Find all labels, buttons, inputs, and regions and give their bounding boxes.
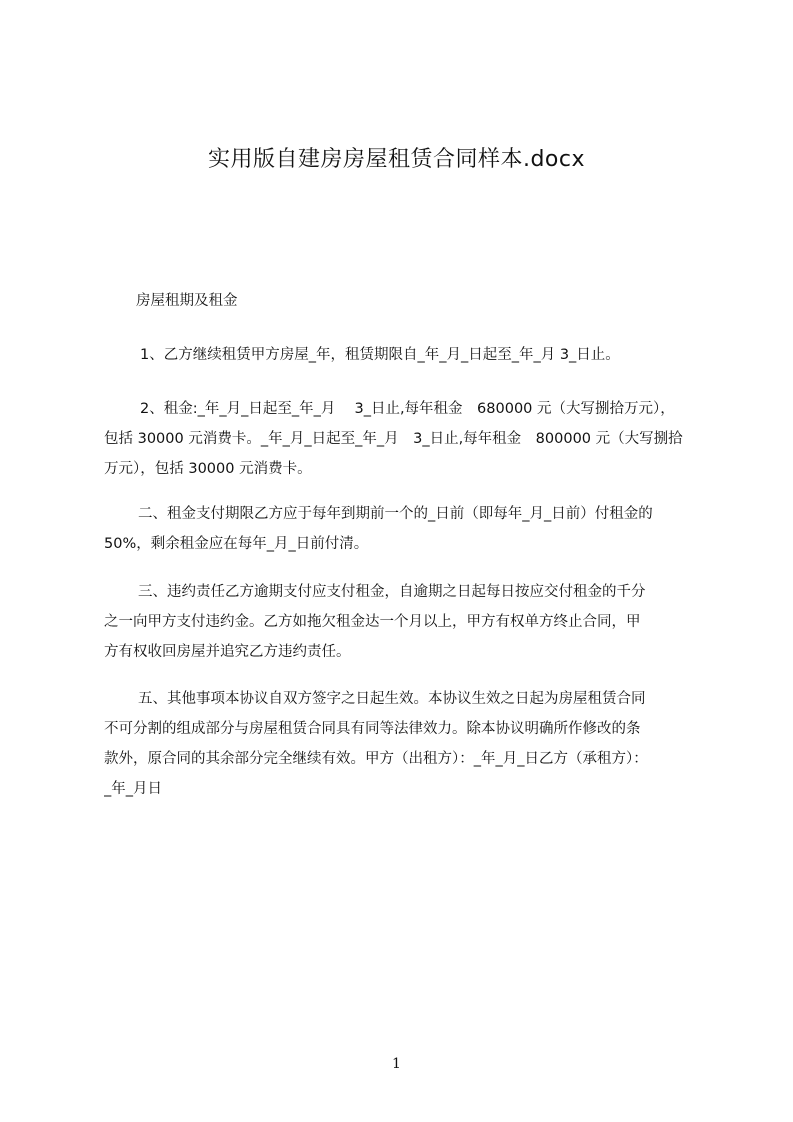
section-heading-text: 房屋租期及租金 (136, 293, 238, 309)
clause-breach-line-1: 三、违约责任乙方逾期支付应支付租金，自逾期之日起每日按应交付租金的千分 (138, 584, 646, 600)
page-number: 1 (392, 1056, 401, 1072)
clause-other-line-2: 不可分割的组成部分与房屋租赁合同具有同等法律效力。除本协议明确所作修改的条 (104, 721, 641, 737)
clause-other-line-1: 五、其他事项本协议自双方签字之日起生效。本协议生效之日起为房屋租赁合同 (138, 691, 646, 707)
clause-payment-paragraph (104, 499, 704, 559)
document-title: 实用版自建房房屋租赁合同样本.docx (207, 147, 586, 172)
clause-other-line-4: _年_月日 (104, 781, 162, 797)
clause-payment-line-2: 50%，剩余租金应在每年_月_日前付清。 (104, 536, 369, 552)
clause-breach-line-2: 之一向甲方支付违约金。乙方如拖欠租金达一个月以上，甲方有权单方终止合同，甲 (104, 614, 641, 630)
clause-1-paragraph (104, 340, 704, 370)
clause-2-line-1: 2、租金:_年_月_日起至_年_月 3_日止,每年租金 680000 元（大写捌拾万元）， (140, 401, 675, 417)
clause-2-paragraph (104, 394, 704, 484)
clause-1-line-1: 1、乙方继续租赁甲方房屋_年，租赁期限自_年_月_日起至_年_月 3_日止。 (140, 347, 620, 363)
clause-2-line-2: 包括 30000 元消费卡。_年_月_日起至_年_月 3_日止,每年租金 800000 元（大写捌拾 (104, 431, 683, 447)
clause-breach-line-3: 方有权收回房屋并追究乙方违约责任。 (104, 644, 351, 660)
section-heading (136, 286, 736, 316)
clause-payment-line-1: 二、租金支付期限乙方应于每年到期前一个的_日前（即每年_月_日前）付租金的 (138, 506, 653, 522)
clause-2-line-3: 万元），包括 30000 元消费卡。 (104, 461, 312, 477)
clause-breach-paragraph (104, 577, 704, 667)
clause-other-line-3: 款外，原合同的其余部分完全继续有效。甲方（出租方）：_年_月_日乙方（承租方）： (104, 751, 648, 767)
clause-other-paragraph (104, 684, 704, 804)
